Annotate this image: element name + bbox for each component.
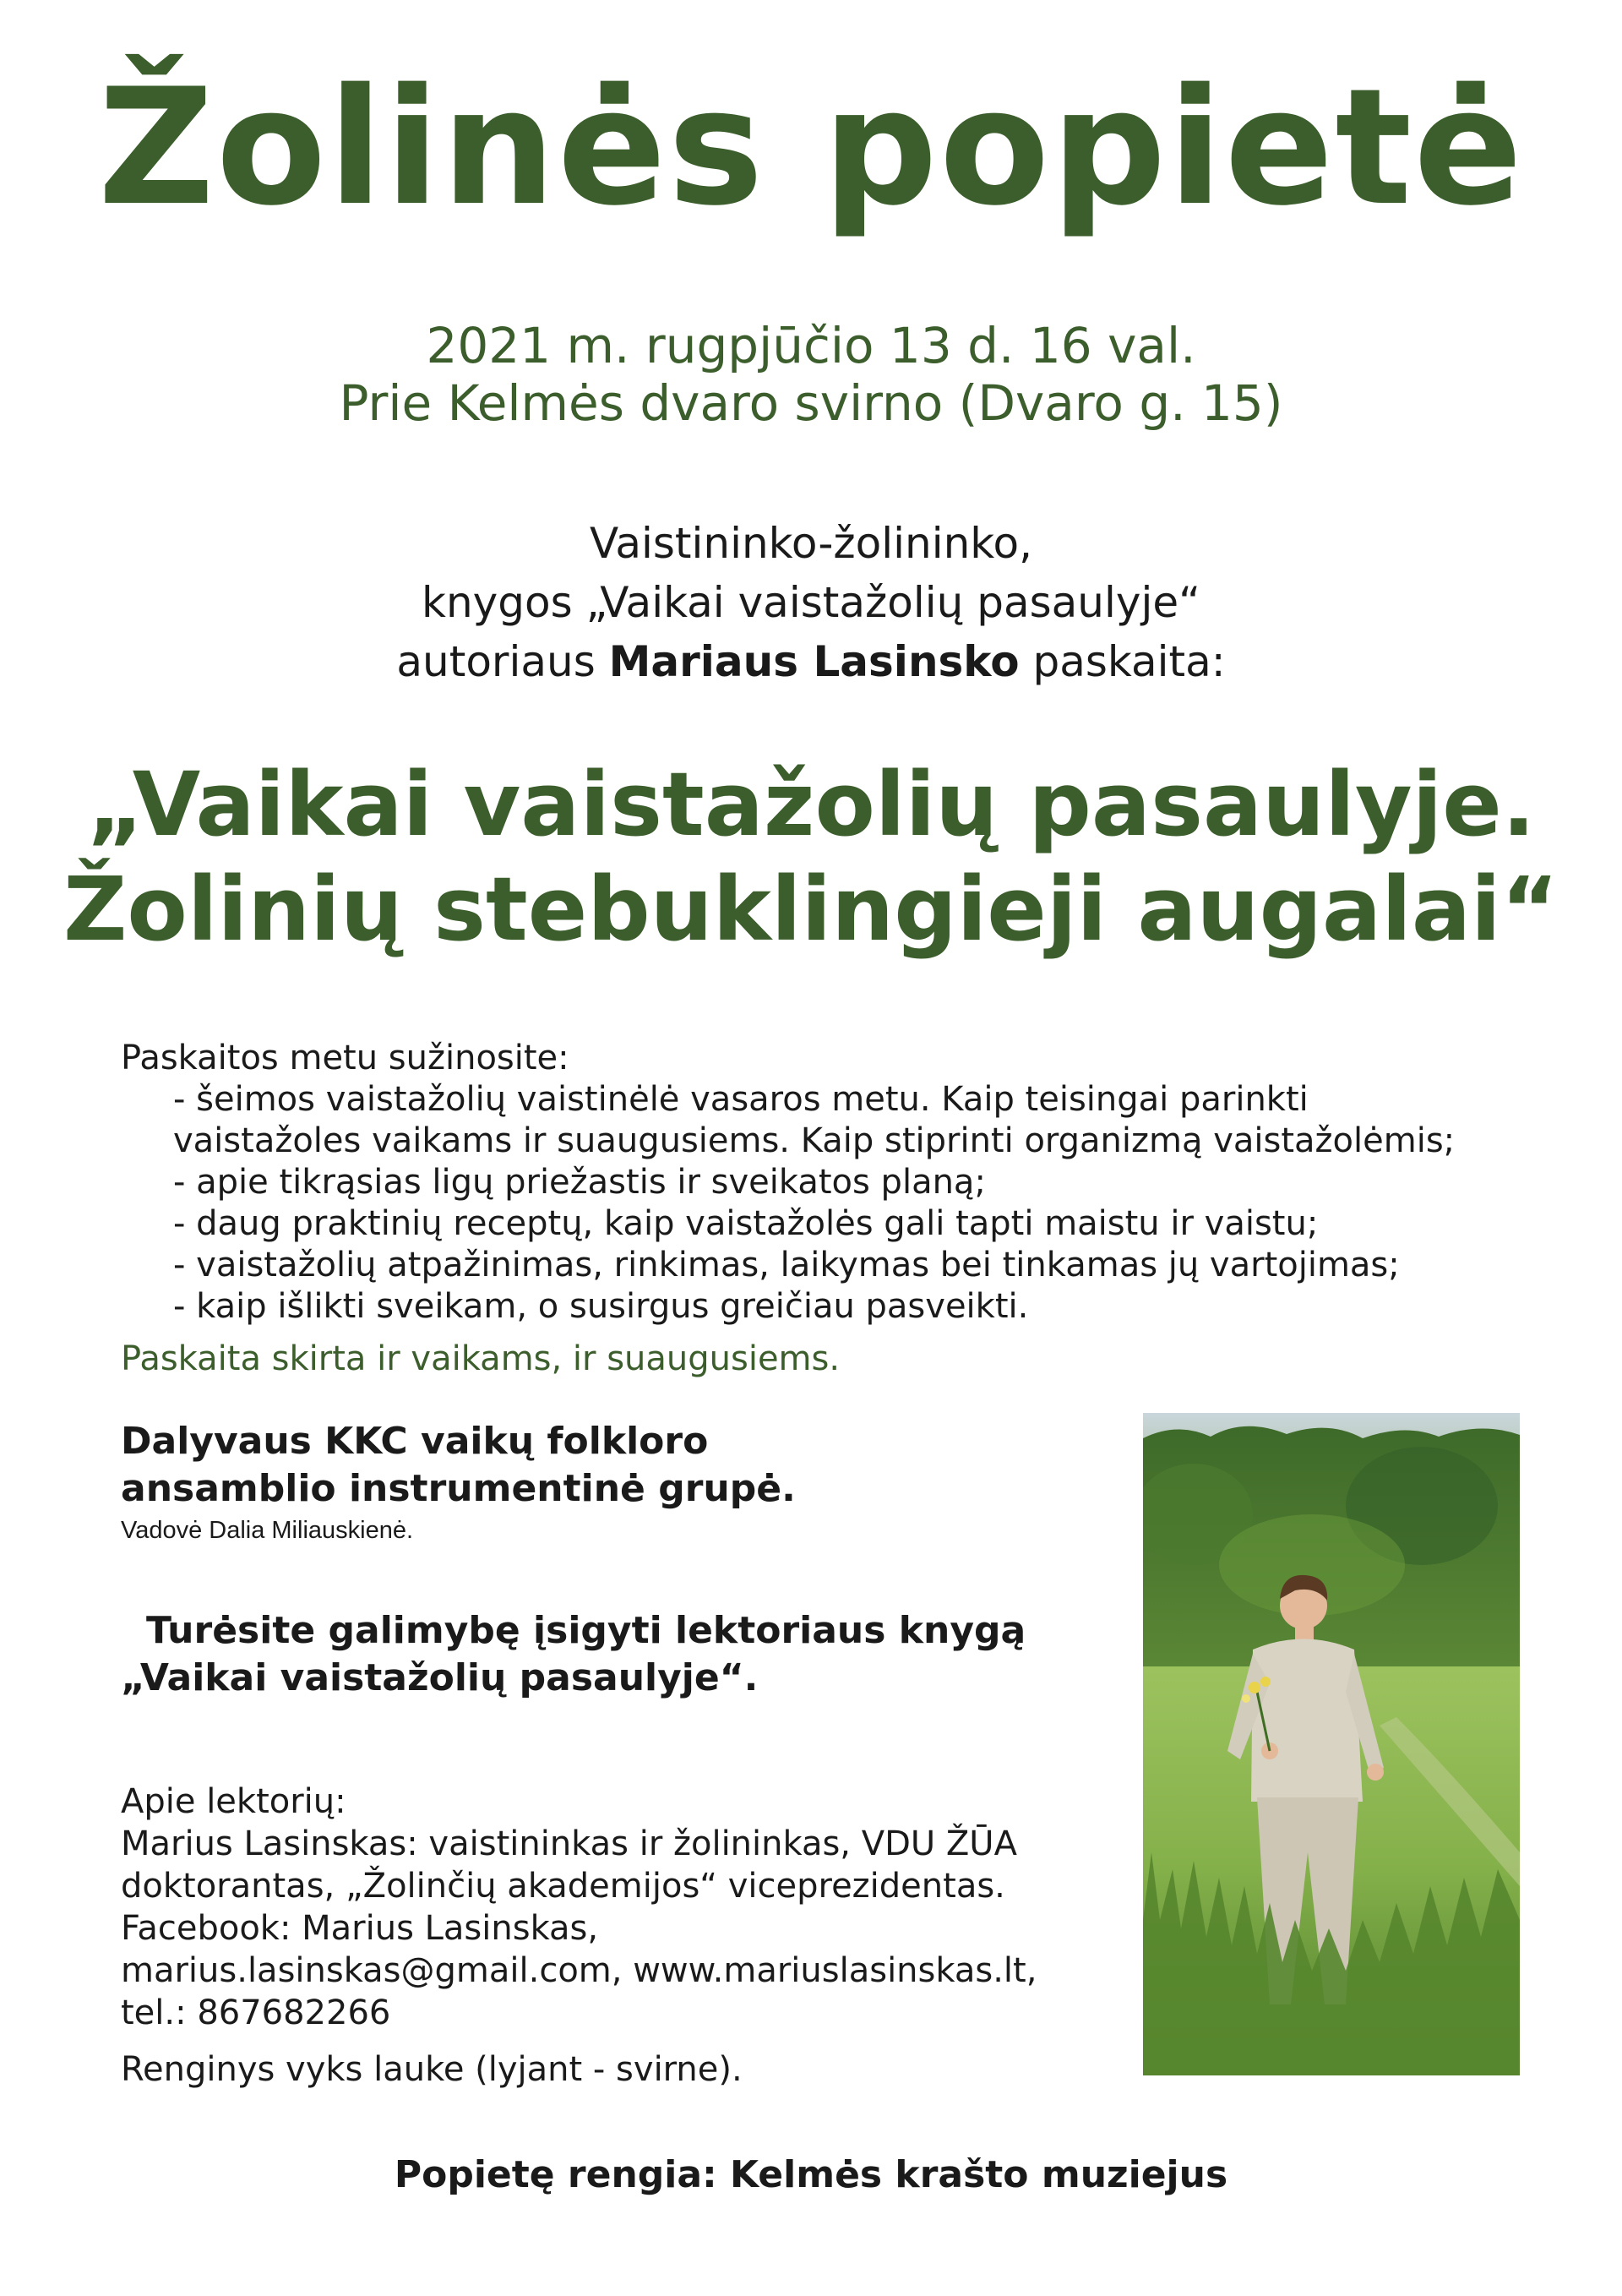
intro-line-2: knygos „Vaikai vaistažolių pasaulyje“	[422, 578, 1200, 627]
learn-list	[173, 1079, 1574, 1328]
lecture-title	[0, 752, 1622, 962]
learn-section	[121, 1038, 1574, 1328]
intro-line-3	[0, 632, 1622, 691]
about-heading: Apie lektorių:	[121, 1782, 346, 1821]
book-offer-line-2: „Vaikai vaistažolių pasaulyje“.	[121, 1656, 759, 1699]
learn-item: - kaip išlikti sveikam, o susirgus greičiau pasveikti.	[173, 1287, 1029, 1326]
intro-prefix: autoriaus	[396, 637, 609, 686]
about-facebook: Facebook: Marius Lasinskas,	[121, 1909, 599, 1948]
learn-item: - apie tikrąsias ligų priežastis ir sveikatos planą;	[173, 1163, 986, 1202]
audience-note: Paskaita skirta ir vaikams, ir suaugusiems.	[121, 1339, 841, 1378]
ensemble-info	[121, 1418, 1092, 1513]
event-info	[0, 317, 1622, 432]
about-line: Marius Lasinskas: vaistininkas ir žolininkas, VDU ŽŪA	[121, 1824, 1017, 1863]
ensemble-line-2: ansamblio instrumentinė grupė.	[121, 1467, 796, 1510]
learn-heading: Paskaitos metu sužinosite:	[121, 1039, 569, 1077]
about-phone: tel.: 867682266	[121, 1993, 391, 2032]
intro-line-1: Vaistininko-žolininko,	[590, 519, 1032, 568]
event-place: Prie Kelmės dvaro svirno (Dvaro g. 15)	[339, 374, 1283, 432]
about-contacts: marius.lasinskas@gmail.com, www.mariuslasinskas.lt,	[121, 1951, 1037, 1990]
intro-suffix: paskaita:	[1019, 637, 1226, 686]
book-offer-line-1: Turėsite galimybę įsigyti lektoriaus knygą	[146, 1609, 1026, 1652]
venue-note: Renginys vyks lauke (lyjant - svirne).	[121, 2050, 743, 2089]
lecture-title-line-2: Žolinių stebuklingieji augalai“	[63, 858, 1559, 961]
lecture-intro	[0, 514, 1622, 691]
learn-item: - daug praktinių receptų, kaip vaistažolės gali tapti maistu ir vaistu;	[173, 1204, 1319, 1243]
lecture-title-line-1: „Vaikai vaistažolių pasaulyje.	[86, 753, 1536, 856]
ensemble-line-1: Dalyvaus KKC vaikų folkloro	[121, 1420, 709, 1463]
lecturer-photo	[1143, 1413, 1520, 2075]
poster-title: Žolinės popietė	[97, 54, 1525, 241]
event-datetime: 2021 m. rugpjūčio 13 d. 16 val.	[426, 317, 1196, 374]
learn-item: - šeimos vaistažolių vaistinėlė vasaros metu. Kaip teisingai parinkti	[173, 1080, 1309, 1119]
ensemble-leader: Vadovė Dalia Miliauskienė.	[121, 1517, 414, 1544]
organizer: Popietę rengia: Kelmės krašto muziejus	[394, 2153, 1228, 2196]
about-lecturer	[121, 1781, 1092, 2034]
lecturer-name: Mariaus Lasinsko	[608, 637, 1020, 686]
learn-item: vaistažoles vaikams ir suaugusiems. Kaip stiprinti organizmą vaistažolėmis;	[173, 1121, 1456, 1160]
book-offer	[121, 1607, 1092, 1702]
learn-item: - vaistažolių atpažinimas, rinkimas, laikymas bei tinkamas jų vartojimas;	[173, 1246, 1400, 1284]
about-line: doktorantas, „Žolinčių akademijos“ viceprezidentas.	[121, 1867, 1005, 1906]
